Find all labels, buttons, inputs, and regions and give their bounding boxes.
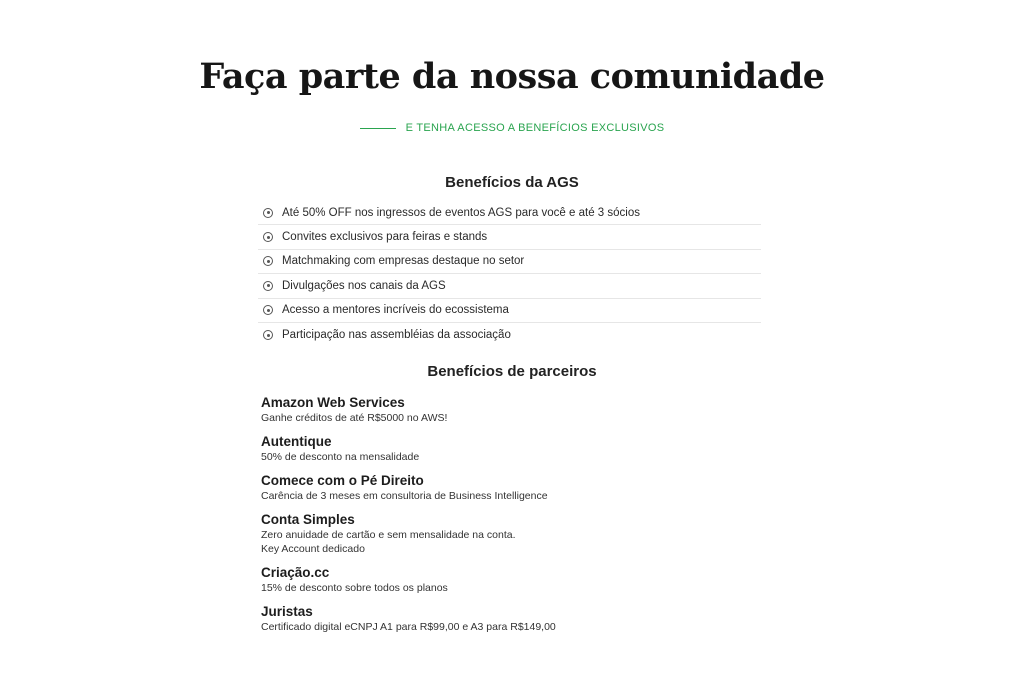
partner-item bbox=[261, 433, 761, 464]
ags-benefit-item bbox=[258, 250, 761, 274]
ags-benefit-text: Acesso a mentores incríveis do ecossistema bbox=[282, 304, 509, 317]
subtitle-decorative-line bbox=[360, 128, 396, 129]
partner-description: Carência de 3 meses em consultoria de Business Intelligence bbox=[261, 490, 548, 502]
partner-item bbox=[261, 564, 761, 595]
partner-name: Juristas bbox=[261, 604, 313, 619]
partner-name: Criação.cc bbox=[261, 565, 330, 580]
page-title: Faça parte da nossa comunidade bbox=[199, 56, 825, 97]
ags-benefit-text: Matchmaking com empresas destaque no setor bbox=[282, 255, 525, 268]
ags-benefit-item bbox=[258, 299, 761, 323]
ags-benefit-item bbox=[258, 225, 761, 249]
partner-name: Autentique bbox=[261, 434, 332, 449]
partner-description: Ganhe créditos de até R$5000 no AWS! bbox=[261, 412, 448, 424]
partner-description: Key Account dedicado bbox=[261, 543, 365, 555]
circle-dot-icon bbox=[263, 305, 273, 315]
circle-dot-icon bbox=[263, 208, 273, 218]
ags-benefits-list bbox=[258, 201, 761, 347]
partner-item bbox=[261, 603, 761, 634]
ags-benefit-item bbox=[258, 274, 761, 298]
partner-item bbox=[261, 394, 761, 425]
ags-benefit-text: Convites exclusivos para feiras e stands bbox=[282, 231, 488, 244]
partner-item bbox=[261, 511, 761, 556]
circle-dot-icon bbox=[263, 330, 273, 340]
partner-benefits-list bbox=[261, 394, 761, 642]
ags-benefit-text: Até 50% OFF nos ingressos de eventos AGS para você e até 3 sócios bbox=[282, 206, 640, 219]
circle-dot-icon bbox=[263, 256, 273, 266]
partner-name: Amazon Web Services bbox=[261, 395, 405, 410]
partner-benefits-title: Benefícios de parceiros bbox=[427, 363, 597, 380]
partner-description: 50% de desconto na mensalidade bbox=[261, 451, 420, 463]
partner-description: 15% de desconto sobre todos os planos bbox=[261, 582, 448, 594]
subtitle-text: E TENHA ACESSO A BENEFÍCIOS EXCLUSIVOS bbox=[405, 122, 665, 134]
ags-benefit-item bbox=[258, 201, 761, 225]
circle-dot-icon bbox=[263, 232, 273, 242]
partner-name: Conta Simples bbox=[261, 512, 355, 527]
ags-benefit-item bbox=[258, 323, 761, 347]
ags-benefit-text: Participação nas assembléias da associação bbox=[282, 329, 511, 342]
partner-description: Zero anuidade de cartão e sem mensalidade na conta. bbox=[261, 529, 516, 541]
partner-description: Certificado digital eCNPJ A1 para R$99,00 e A3 para R$149,00 bbox=[261, 621, 556, 633]
ags-benefits-title: Benefícios da AGS bbox=[445, 174, 579, 191]
subtitle-row bbox=[0, 122, 1024, 134]
ags-benefit-text: Divulgações nos canais da AGS bbox=[282, 279, 446, 292]
partner-item bbox=[261, 472, 761, 503]
circle-dot-icon bbox=[263, 281, 273, 291]
partner-name: Comece com o Pé Direito bbox=[261, 473, 424, 488]
